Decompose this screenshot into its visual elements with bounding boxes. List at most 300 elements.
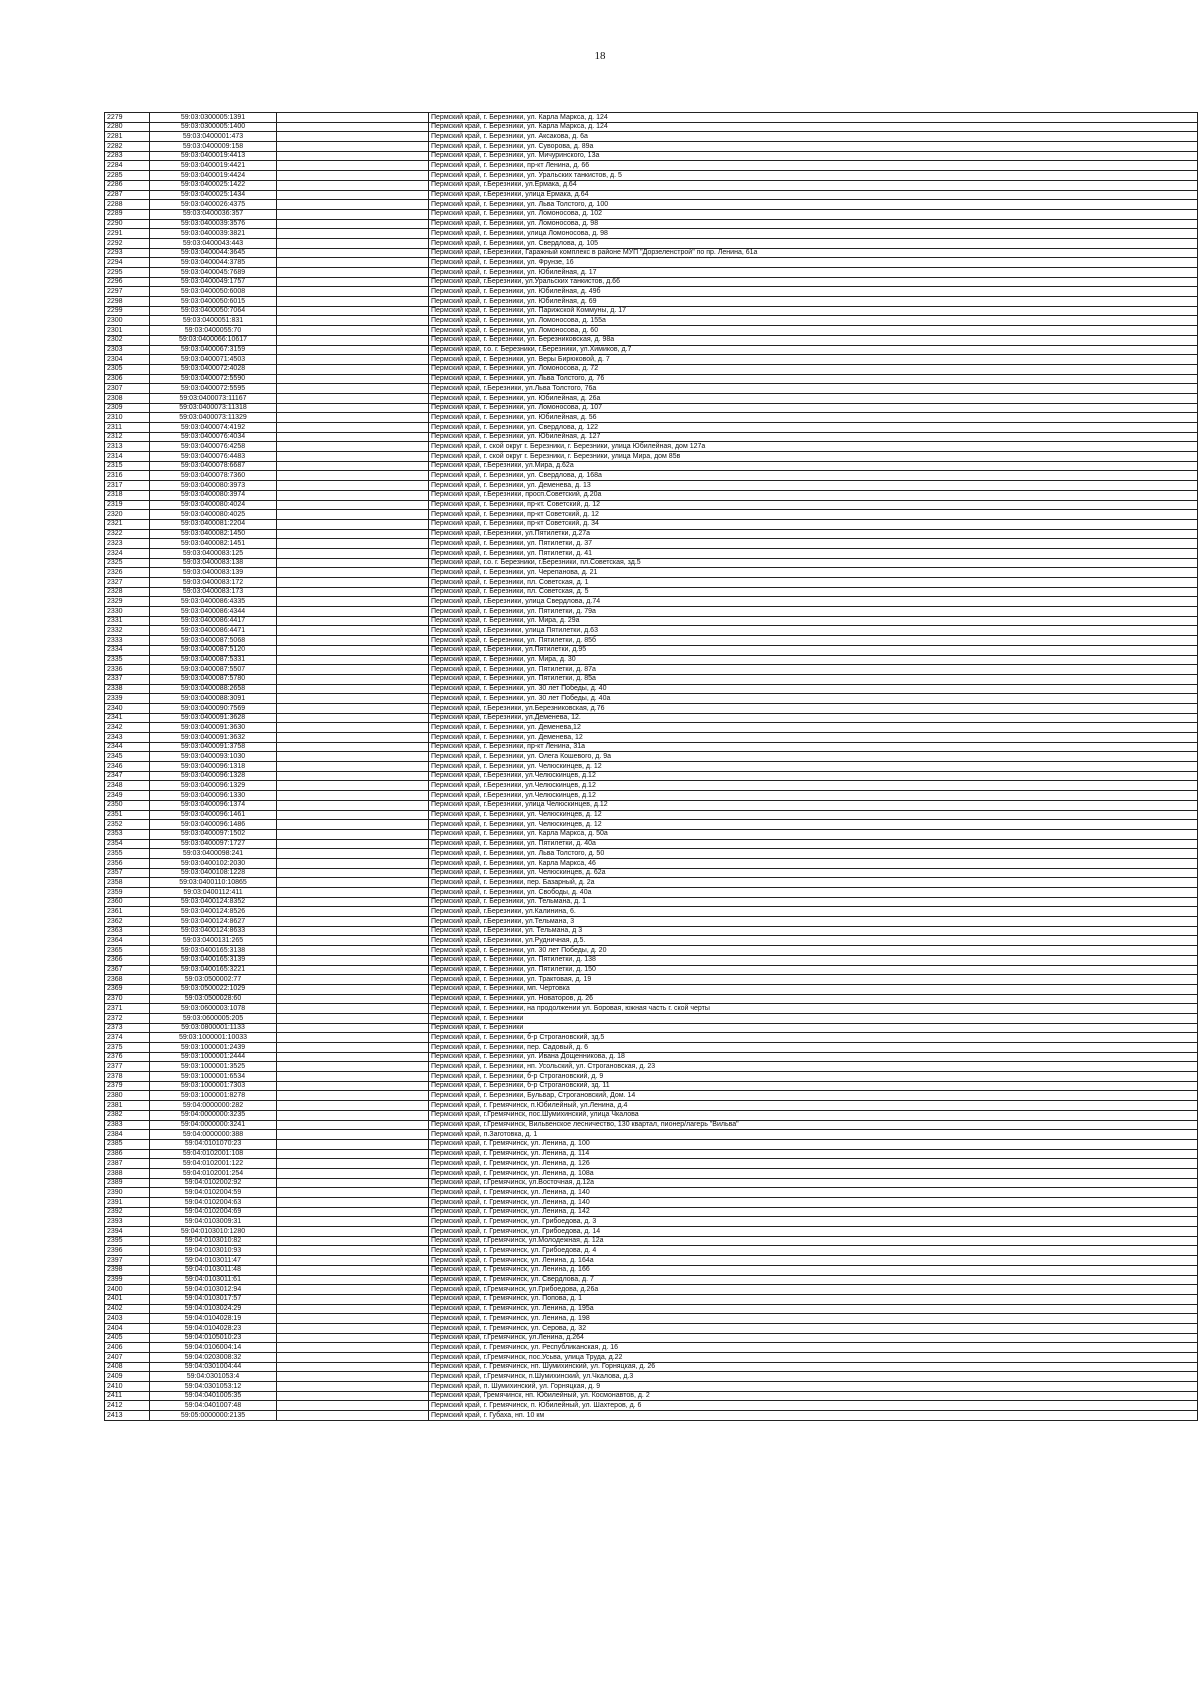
address: Пермский край, г. Березники, ул. Юбилейная, д. 17 (429, 268, 1198, 278)
address: Пермский край, Гремячинск, нп. Юбилейный, ул. Космонавтов, д. 2 (429, 1391, 1198, 1401)
cadastral-number: 59:03:0400055:70 (150, 326, 277, 336)
cadastral-number: 59:03:0400086:4417 (150, 616, 277, 626)
cadastral-number: 59:03:0400110:10865 (150, 878, 277, 888)
table-row (105, 452, 1198, 462)
empty-cell (277, 1256, 429, 1266)
table-row (105, 1101, 1198, 1111)
empty-cell (277, 965, 429, 975)
cadastral-number: 59:03:0400096:1461 (150, 810, 277, 820)
row-number: 2389 (105, 1178, 150, 1188)
cadastral-number: 59:03:0600003:1078 (150, 1004, 277, 1014)
table-row (105, 335, 1198, 345)
address: Пермский край, г.Березники, ул.Тельмана, 3 (429, 917, 1198, 927)
table-row (105, 800, 1198, 810)
cadastral-number: 59:03:0400050:6015 (150, 297, 277, 307)
empty-cell (277, 413, 429, 423)
row-number: 2316 (105, 471, 150, 481)
empty-cell (277, 471, 429, 481)
row-number: 2406 (105, 1343, 150, 1353)
cadastral-number: 59:03:0400165:3221 (150, 965, 277, 975)
cadastral-number: 59:03:0400044:3645 (150, 248, 277, 258)
empty-cell (277, 481, 429, 491)
empty-cell (277, 907, 429, 917)
table-row (105, 1072, 1198, 1082)
address: Пермский край, г. Березники, ул. Пятилетки, д. 150 (429, 965, 1198, 975)
table-row (105, 219, 1198, 229)
cadastral-number: 59:04:0102004:59 (150, 1188, 277, 1198)
address: Пермский край, г. Березники, ул. Карла Маркса, д. 124 (429, 113, 1198, 123)
empty-cell (277, 1372, 429, 1382)
empty-cell (277, 917, 429, 927)
row-number: 2399 (105, 1275, 150, 1285)
empty-cell (277, 519, 429, 529)
table-row (105, 1168, 1198, 1178)
row-number: 2300 (105, 316, 150, 326)
cadastral-number: 59:04:0102001:122 (150, 1159, 277, 1169)
empty-cell (277, 1343, 429, 1353)
address: Пермский край, г. Березники, б-р Строгановский, зд. 11 (429, 1081, 1198, 1091)
address: Пермский край, г. Гремячинск, ул. Ленина, д. 142 (429, 1207, 1198, 1217)
empty-cell (277, 229, 429, 239)
table-row (105, 1304, 1198, 1314)
row-number: 2358 (105, 878, 150, 888)
cadastral-number: 59:03:0400076:4483 (150, 452, 277, 462)
address: Пермский край, г. Гремячинск, п. Юбилейный, ул. Шахтеров, д. 6 (429, 1401, 1198, 1411)
cadastral-number: 59:03:1000001:10033 (150, 1033, 277, 1043)
empty-cell (277, 1168, 429, 1178)
empty-cell (277, 1052, 429, 1062)
cadastral-number: 59:03:0400076:4258 (150, 442, 277, 452)
empty-cell (277, 1013, 429, 1023)
row-number: 2323 (105, 539, 150, 549)
address: Пермский край, г. Березники, ул. Юбилейная, д. 49б (429, 287, 1198, 297)
row-number: 2340 (105, 703, 150, 713)
row-number: 2332 (105, 626, 150, 636)
empty-cell (277, 1198, 429, 1208)
table-row (105, 277, 1198, 287)
cadastral-number: 59:03:0400043:443 (150, 238, 277, 248)
cadastral-number: 59:03:1000001:7303 (150, 1081, 277, 1091)
address: Пермский край, г. Березники, ул. Черепанова, д. 21 (429, 568, 1198, 578)
empty-cell (277, 888, 429, 898)
address: Пермский край, г. Березники, ул. Челюскинцев, д. 62а (429, 868, 1198, 878)
address: Пермский край, г. Березники, ул. Карла Маркса, д. 124 (429, 122, 1198, 132)
table-row (105, 1052, 1198, 1062)
address: Пермский край, г.Гремячинск, ул.Восточная, д.12а (429, 1178, 1198, 1188)
table-row (105, 1130, 1198, 1140)
empty-cell (277, 490, 429, 500)
empty-cell (277, 771, 429, 781)
row-number: 2370 (105, 994, 150, 1004)
empty-cell (277, 142, 429, 152)
empty-cell (277, 1304, 429, 1314)
row-number: 2362 (105, 917, 150, 927)
empty-cell (277, 578, 429, 588)
cadastral-number: 59:03:0400080:3974 (150, 490, 277, 500)
table-row (105, 1081, 1198, 1091)
row-number: 2313 (105, 442, 150, 452)
cadastral-number: 59:03:0400082:1450 (150, 529, 277, 539)
row-number: 2393 (105, 1217, 150, 1227)
address: Пермский край, г. Березники, ул. Ломоносова, д. 107 (429, 403, 1198, 413)
address: Пермский край, г. Березники, пр-кт Ленина, д. 66 (429, 161, 1198, 171)
address: Пермский край, г.Гремячинск, п.Шумихинский, ул.Чкалова, д.3 (429, 1372, 1198, 1382)
empty-cell (277, 1188, 429, 1198)
table-row (105, 655, 1198, 665)
row-number: 2283 (105, 151, 150, 161)
address: Пермский край, г. Березники, ул. Ивана Дощенникова, д. 18 (429, 1052, 1198, 1062)
cadastral-number: 59:03:0400102:2030 (150, 858, 277, 868)
empty-cell (277, 500, 429, 510)
empty-cell (277, 306, 429, 316)
empty-cell (277, 568, 429, 578)
address: Пермский край, г. Березники, ул. Мира, д. 30 (429, 655, 1198, 665)
row-number: 2309 (105, 403, 150, 413)
table-row (105, 752, 1198, 762)
table-row (105, 742, 1198, 752)
row-number: 2328 (105, 587, 150, 597)
cadastral-number: 59:03:0400165:3138 (150, 946, 277, 956)
empty-cell (277, 1401, 429, 1411)
cadastral-number: 59:03:0400096:1486 (150, 820, 277, 830)
cadastral-number: 59:03:0400072:5595 (150, 384, 277, 394)
empty-cell (277, 219, 429, 229)
cadastral-number: 59:04:0101070:23 (150, 1139, 277, 1149)
cadastral-number: 59:03:0400096:1330 (150, 791, 277, 801)
table-row (105, 1139, 1198, 1149)
cadastral-number: 59:03:1000001:3525 (150, 1062, 277, 1072)
empty-cell (277, 558, 429, 568)
empty-cell (277, 326, 429, 336)
empty-cell (277, 897, 429, 907)
cadastral-number: 59:03:0400071:4503 (150, 355, 277, 365)
row-number: 2287 (105, 190, 150, 200)
row-number: 2320 (105, 510, 150, 520)
address: Пермский край, г.Гремячинск, ул.Молодежная, д. 12а (429, 1236, 1198, 1246)
empty-cell (277, 752, 429, 762)
table-row (105, 645, 1198, 655)
empty-cell (277, 1033, 429, 1043)
empty-cell (277, 190, 429, 200)
address: Пермский край, г. Березники, ул. 30 лет Победы, д. 40 (429, 684, 1198, 694)
row-number: 2410 (105, 1382, 150, 1392)
table-row (105, 1110, 1198, 1120)
table-row (105, 258, 1198, 268)
empty-cell (277, 277, 429, 287)
address: Пермский край, г. Березники, ул. Льва Толстого, д. 100 (429, 200, 1198, 210)
row-number: 2345 (105, 752, 150, 762)
row-number: 2288 (105, 200, 150, 210)
empty-cell (277, 733, 429, 743)
cadastral-number: 59:03:0400050:7064 (150, 306, 277, 316)
cadastral-number: 59:03:0400080:4025 (150, 510, 277, 520)
page-number: 18 (594, 50, 606, 62)
cadastral-number: 59:03:0400051:831 (150, 316, 277, 326)
cadastral-number: 59:03:0400108:1228 (150, 868, 277, 878)
address: Пермский край, г.Березники, ул.Калинина, 6. (429, 907, 1198, 917)
address: Пермский край, г. Березники, на продолжении ул. Боровая, южная часть г. ской черты (429, 1004, 1198, 1014)
table-row (105, 936, 1198, 946)
row-number: 2319 (105, 500, 150, 510)
table-row (105, 432, 1198, 442)
row-number: 2375 (105, 1043, 150, 1053)
table-row (105, 946, 1198, 956)
table-row (105, 122, 1198, 132)
empty-cell (277, 113, 429, 123)
cadastral-number: 59:03:0400044:3785 (150, 258, 277, 268)
cadastral-number: 59:03:0400096:1329 (150, 781, 277, 791)
cadastral-number: 59:04:0103011:61 (150, 1275, 277, 1285)
row-number: 2401 (105, 1294, 150, 1304)
empty-cell (277, 984, 429, 994)
address: Пермский край, г. Березники, ул. Мира, д. 29а (429, 616, 1198, 626)
empty-cell (277, 829, 429, 839)
address: Пермский край, г. Березники, ул. Уральских танкистов, д. 5 (429, 171, 1198, 181)
table-row (105, 1246, 1198, 1256)
cadastral-number: 59:04:0103011:48 (150, 1265, 277, 1275)
address: Пермский край, п. Шумихинский, ул. Горняцкая, д. 9 (429, 1382, 1198, 1392)
empty-cell (277, 1149, 429, 1159)
empty-cell (277, 1081, 429, 1091)
empty-cell (277, 762, 429, 772)
empty-cell (277, 423, 429, 433)
empty-cell (277, 994, 429, 1004)
row-number: 2341 (105, 713, 150, 723)
table-row (105, 849, 1198, 859)
empty-cell (277, 713, 429, 723)
address: Пермский край, г. Гремячинск, п.Юбилейный, ул.Ленина, д.4 (429, 1101, 1198, 1111)
cadastral-number: 59:04:0102004:69 (150, 1207, 277, 1217)
cadastral-number: 59:03:0400072:4028 (150, 364, 277, 374)
row-number: 2350 (105, 800, 150, 810)
address: Пермский край, г. Гремячинск, ул. Грибоедова, д. 14 (429, 1227, 1198, 1237)
empty-cell (277, 849, 429, 859)
table-row (105, 326, 1198, 336)
table-row (105, 1013, 1198, 1023)
empty-cell (277, 1120, 429, 1130)
cadastral-number: 59:03:0400019:4413 (150, 151, 277, 161)
table-row (105, 1149, 1198, 1159)
empty-cell (277, 238, 429, 248)
row-number: 2352 (105, 820, 150, 830)
empty-cell (277, 345, 429, 355)
row-number: 2318 (105, 490, 150, 500)
table-row (105, 1188, 1198, 1198)
empty-cell (277, 626, 429, 636)
row-number: 2377 (105, 1062, 150, 1072)
table-row (105, 316, 1198, 326)
table-row (105, 578, 1198, 588)
cadastral-number: 59:04:0106004:14 (150, 1343, 277, 1353)
row-number: 2317 (105, 481, 150, 491)
table-row (105, 268, 1198, 278)
address: Пермский край, г. Гремячинск, ул. Попова, д. 1 (429, 1294, 1198, 1304)
table-row (105, 287, 1198, 297)
address: Пермский край, г. Гремячинск, ул. Республиканская, д. 16 (429, 1343, 1198, 1353)
row-number: 2357 (105, 868, 150, 878)
row-number: 2348 (105, 781, 150, 791)
cadastral-number: 59:04:0401005:35 (150, 1391, 277, 1401)
address: Пермский край, г. Березники, ул. Суворова, д. 89а (429, 142, 1198, 152)
empty-cell (277, 1362, 429, 1372)
empty-cell (277, 393, 429, 403)
row-number: 2386 (105, 1149, 150, 1159)
row-number: 2346 (105, 762, 150, 772)
empty-cell (277, 1062, 429, 1072)
cadastral-number: 59:03:0400096:1318 (150, 762, 277, 772)
table-row (105, 1323, 1198, 1333)
address: Пермский край, г. Березники, ул. Деменева,12 (429, 723, 1198, 733)
empty-cell (277, 1285, 429, 1295)
address: Пермский край, г. Гремячинск, ул. Грибоедова, д. 3 (429, 1217, 1198, 1227)
address: Пермский край, г.Березники, улица Ермака, д.64 (429, 190, 1198, 200)
address: Пермский край, г. Березники, пер. Базарный, д. 2а (429, 878, 1198, 888)
cadastral-number: 59:03:0500002:77 (150, 975, 277, 985)
cadastral-number: 59:03:0400026:4375 (150, 200, 277, 210)
table-row (105, 975, 1198, 985)
cadastral-number: 59:04:0105010:23 (150, 1333, 277, 1343)
address: Пермский край, г. Березники, ул. Свердлова, д. 105 (429, 238, 1198, 248)
table-row (105, 674, 1198, 684)
empty-cell (277, 1382, 429, 1392)
address: Пермский край, г. Березники, ул. Парижской Коммуны, д. 17 (429, 306, 1198, 316)
table-row (105, 1275, 1198, 1285)
table-row (105, 1207, 1198, 1217)
table-row (105, 529, 1198, 539)
row-number: 2306 (105, 374, 150, 384)
cadastral-number: 59:04:0103024:29 (150, 1304, 277, 1314)
empty-cell (277, 374, 429, 384)
table-row (105, 1411, 1198, 1421)
cadastral-number: 59:03:0400076:4034 (150, 432, 277, 442)
address: Пермский край, г.Гремячинск, пос.Усьва, улица Труда, д.22 (429, 1353, 1198, 1363)
address: Пермский край, г.Березники, ул.Ермака, д.64 (429, 180, 1198, 190)
cadastral-number: 59:03:0400091:3628 (150, 713, 277, 723)
address: Пермский край, г.Березники, ул.Пятилетки, д.27а (429, 529, 1198, 539)
empty-cell (277, 539, 429, 549)
row-number: 2392 (105, 1207, 150, 1217)
cadastral-number: 59:03:0400090:7569 (150, 703, 277, 713)
cadastral-number: 59:04:0103010:93 (150, 1246, 277, 1256)
row-number: 2398 (105, 1265, 150, 1275)
address: Пермский край, г. Березники, ул. Трактовая, д. 19 (429, 975, 1198, 985)
row-number: 2282 (105, 142, 150, 152)
table-row (105, 1004, 1198, 1014)
address: Пермский край, г. Березники, нп. Усольский, ул. Строгановская, д. 23 (429, 1062, 1198, 1072)
empty-cell (277, 684, 429, 694)
address: Пермский край, г. Березники, пр-кт Советский, д. 34 (429, 519, 1198, 529)
empty-cell (277, 287, 429, 297)
row-number: 2322 (105, 529, 150, 539)
row-number: 2379 (105, 1081, 150, 1091)
address: Пермский край, г. Березники, ул. Пятилетки, д. 79а (429, 607, 1198, 617)
table-row (105, 142, 1198, 152)
empty-cell (277, 703, 429, 713)
table-row (105, 1091, 1198, 1101)
address: Пермский край, г. Березники, ул. Фрунзе, 16 (429, 258, 1198, 268)
table-row (105, 684, 1198, 694)
cadastral-number: 59:03:0400073:11329 (150, 413, 277, 423)
row-number: 2376 (105, 1052, 150, 1062)
empty-cell (277, 1178, 429, 1188)
cadastral-number: 59:03:0400098:241 (150, 849, 277, 859)
address: Пермский край, г. Березники, ул. Юбилейная, д. 127 (429, 432, 1198, 442)
cadastral-number: 59:03:0400124:8526 (150, 907, 277, 917)
empty-cell (277, 432, 429, 442)
table-row (105, 703, 1198, 713)
empty-cell (277, 1275, 429, 1285)
empty-cell (277, 839, 429, 849)
address: Пермский край, г. Березники, ул. Ломоносова, д. 155а (429, 316, 1198, 326)
empty-cell (277, 258, 429, 268)
table-row (105, 364, 1198, 374)
address: Пермский край, г. Березники, Бульвар, Строгановский, Дом. 14 (429, 1091, 1198, 1101)
table-row (105, 1382, 1198, 1392)
table-row (105, 306, 1198, 316)
cadastral-number: 59:03:0400091:3632 (150, 733, 277, 743)
row-number: 2395 (105, 1236, 150, 1246)
empty-cell (277, 248, 429, 258)
row-number: 2305 (105, 364, 150, 374)
table-row (105, 481, 1198, 491)
row-number: 2371 (105, 1004, 150, 1014)
cadastral-number: 59:03:0500028:60 (150, 994, 277, 1004)
empty-cell (277, 810, 429, 820)
row-number: 2373 (105, 1023, 150, 1033)
address: Пермский край, г. Березники, ул. Деменева, 12 (429, 733, 1198, 743)
row-number: 2298 (105, 297, 150, 307)
cadastral-number: 59:03:1000001:6534 (150, 1072, 277, 1082)
cadastral-number: 59:03:0400086:4344 (150, 607, 277, 617)
table-row (105, 694, 1198, 704)
row-number: 2353 (105, 829, 150, 839)
empty-cell (277, 1043, 429, 1053)
row-number: 2327 (105, 578, 150, 588)
cadastral-number: 59:03:0400112:411 (150, 888, 277, 898)
address: Пермский край, г. Березники, ул. Пятилетки, д. 85б (429, 636, 1198, 646)
table-row (105, 733, 1198, 743)
address: Пермский край, г. Гремячинск, ул. Ленина, д. 166 (429, 1265, 1198, 1275)
table-row (105, 868, 1198, 878)
row-number: 2284 (105, 161, 150, 171)
address: Пермский край, г.Гремячинск, ул.Ленина, д.264 (429, 1333, 1198, 1343)
row-number: 2337 (105, 674, 150, 684)
address: Пермский край, г.Березники, ул.Уральских танкистов, д.66 (429, 277, 1198, 287)
empty-cell (277, 1004, 429, 1014)
cadastral-number: 59:04:0103011:47 (150, 1256, 277, 1266)
address: Пермский край, г. Березники, ул. Пятилетки, д. 87а (429, 665, 1198, 675)
table-row (105, 1227, 1198, 1237)
row-number: 2367 (105, 965, 150, 975)
address: Пермский край, г.Березники, ул.Челюскинцев, д.12 (429, 771, 1198, 781)
address: Пермский край, г.Гремячинск, ул.Грибоедова, д.26а (429, 1285, 1198, 1295)
empty-cell (277, 878, 429, 888)
empty-cell (277, 781, 429, 791)
row-number: 2339 (105, 694, 150, 704)
row-number: 2343 (105, 733, 150, 743)
table-row (105, 229, 1198, 239)
empty-cell (277, 858, 429, 868)
cadastral-number: 59:04:0104028:23 (150, 1323, 277, 1333)
row-number: 2285 (105, 171, 150, 181)
row-number: 2303 (105, 345, 150, 355)
empty-cell (277, 1110, 429, 1120)
row-number: 2372 (105, 1013, 150, 1023)
cadastral-number: 59:03:0400073:11167 (150, 393, 277, 403)
address: Пермский край, г. Гремячинск, ул. Ленина, д. 195а (429, 1304, 1198, 1314)
cadastral-number: 59:03:0400091:3758 (150, 742, 277, 752)
empty-cell (277, 1265, 429, 1275)
